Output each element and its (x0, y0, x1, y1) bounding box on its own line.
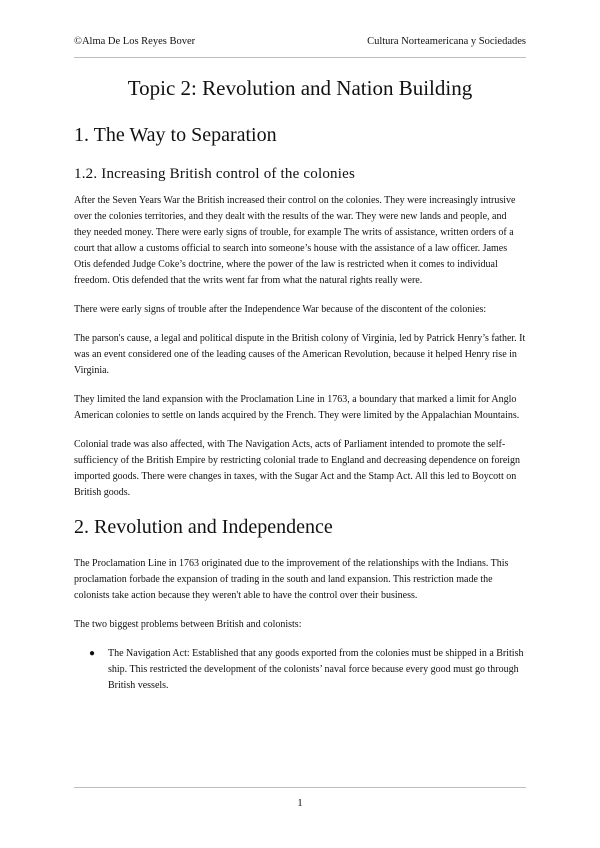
list-item (89, 646, 526, 694)
paragraph: There were early signs of trouble after the Independence War because of the discontent of the colonies: (74, 304, 487, 315)
header-author: ©Alma De Los Reyes Bover (74, 36, 196, 47)
section-1-heading: 1. The Way to Separation (74, 124, 277, 146)
footer-divider (74, 787, 526, 788)
paragraph: The parson's cause, a legal and political dispute in the British colony of Virginia, led by Patrick Henry’s father. It was an event considered one of the leading causes of the American Revolution, because it helped Henry rise in Virginia. (74, 333, 526, 376)
bullet-icon: ● (89, 648, 96, 659)
header-course: Cultura Norteamericana y Sociedades (367, 36, 526, 47)
document-title: Topic 2: Revolution and Nation Building (127, 76, 473, 100)
header-divider (74, 57, 526, 58)
paragraph: The two biggest problems between British and colonists: (74, 619, 302, 630)
section-2-heading: 2. Revolution and Independence (74, 516, 333, 538)
bullet-list (74, 646, 526, 694)
section-1-2-heading: 1.2. Increasing British control of the colonies (74, 166, 356, 182)
paragraph: They limited the land expansion with the Proclamation Line in 1763, a boundary that marked a limit for Anglo American colonies to settle on lands acquired by the French. They were limited by the Appalachian Mountains. (74, 394, 520, 421)
paragraph: Colonial trade was also affected, with The Navigation Acts, acts of Parliament intended to promote the self-sufficiency of the British Empire by restricting colonial trade to England and decreasing dependence on foreign imported goods. There were changes in taxes, with the Sugar Act and the Stamp Act. All this led to Boycott on British goods. (74, 439, 521, 498)
page-header (74, 36, 526, 54)
document-body (74, 74, 526, 694)
paragraph: After the Seven Years War the British increased their control on the colonies. They were increasingly intrusive over the colonies territories, and they dealt with the results of the war. They were new lands and people, and they needed money. There were early signs of trouble, for example The writs of assistance, written orders of a court that allow a customs official to search into someone’s house with the assistance of a law officer. James Otis defended Judge Coke’s doctrine, where the power of the law is restricted when it comes to individual freedom. Otis defended that the writs went far from what the natural rights really were. (74, 195, 516, 286)
list-item-text: The Navigation Act: Established that any goods exported from the colonies must be shipped in a British ship. This restricted the development of the colonists’ naval force because every good must go through British vessels. (108, 648, 524, 691)
page-number: 1 (297, 797, 303, 809)
paragraph: The Proclamation Line in 1763 originated due to the improvement of the relationships with the Indians. This proclamation forbade the expansion of trading in the south and land expansion. This restriction made the colonists take action because they weren't able to have the control over their business. (74, 558, 509, 601)
